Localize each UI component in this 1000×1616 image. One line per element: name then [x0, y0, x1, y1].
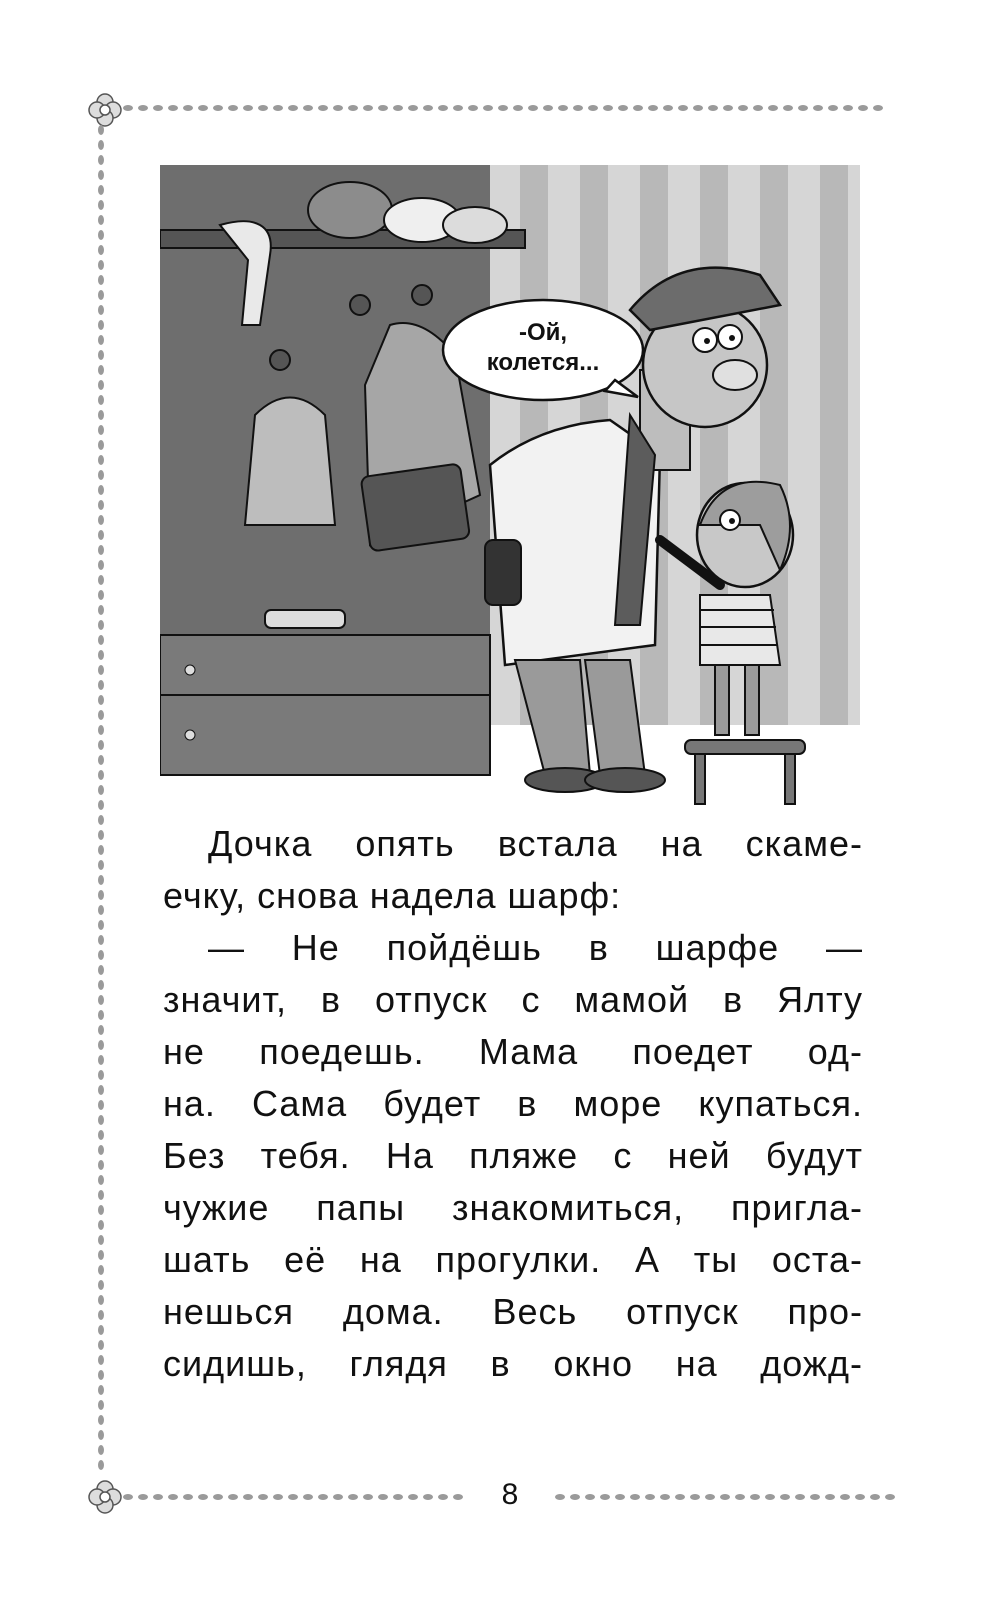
border-dash — [858, 105, 868, 111]
border-dash — [98, 1310, 104, 1320]
border-dash — [588, 105, 598, 111]
border-dash — [98, 440, 104, 450]
border-dash — [738, 105, 748, 111]
border-dash — [98, 200, 104, 210]
border-dash — [303, 105, 313, 111]
body-text — [163, 818, 863, 1390]
border-dash — [98, 1220, 104, 1230]
border-dash — [98, 770, 104, 780]
text-line: сидишь, глядя в окно на дожд- — [163, 1343, 863, 1384]
border-dash — [153, 105, 163, 111]
border-dash — [98, 1115, 104, 1125]
border-dash — [98, 995, 104, 1005]
border-dash — [98, 560, 104, 570]
page-number: 8 — [501, 1478, 519, 1511]
border-dash — [228, 105, 238, 111]
border-dash — [618, 105, 628, 111]
border-dash — [423, 105, 433, 111]
border-dash — [513, 105, 523, 111]
border-dash — [98, 1445, 104, 1455]
border-dash — [138, 105, 148, 111]
text-line: — Не пойдёшь в шарфе — — [208, 927, 863, 968]
border-dash — [98, 740, 104, 750]
border-dash — [98, 1355, 104, 1365]
border-dash — [603, 105, 613, 111]
border-dash — [98, 980, 104, 990]
border-dash — [98, 500, 104, 510]
border-dash — [98, 410, 104, 420]
border-dash — [98, 665, 104, 675]
text-line: ечку, снова надела шарф: — [163, 875, 622, 916]
border-dash — [98, 1100, 104, 1110]
border-dash — [98, 965, 104, 975]
border-dash — [393, 105, 403, 111]
border-dash — [98, 1235, 104, 1245]
border-dash — [708, 105, 718, 111]
border-dash — [798, 105, 808, 111]
border-dash — [98, 1325, 104, 1335]
border-dash — [348, 105, 358, 111]
border-dash — [273, 105, 283, 111]
border-dash — [363, 105, 373, 111]
border-dash — [98, 260, 104, 270]
border-dash — [213, 105, 223, 111]
border-dash — [98, 365, 104, 375]
border-dash — [98, 725, 104, 735]
speech-bubble-text: колется... — [486, 349, 600, 376]
border-dash — [98, 590, 104, 600]
speech-bubble-text: -Ой, — [518, 319, 568, 346]
border-dash — [663, 105, 673, 111]
border-dash — [813, 105, 823, 111]
border-dash — [98, 545, 104, 555]
text-line: значит, в отпуск с мамой в Ялту — [163, 979, 863, 1020]
text-line: шать её на прогулки. А ты оста- — [163, 1239, 863, 1280]
border-dash — [98, 1205, 104, 1215]
border-dash — [98, 950, 104, 960]
text-line: чужие папы знакомиться, пригла- — [163, 1187, 863, 1228]
border-dash — [98, 710, 104, 720]
border-dash — [98, 1370, 104, 1380]
border-dash — [288, 105, 298, 111]
text-line: Без тебя. На пляже с ней будут — [163, 1135, 863, 1176]
text-line: не поедешь. Мама поедет од- — [163, 1031, 863, 1072]
border-dash — [438, 105, 448, 111]
border-dash — [98, 650, 104, 660]
text-line: на. Сама будет в море купаться. — [163, 1083, 863, 1124]
border-dash — [98, 1250, 104, 1260]
border-dash — [98, 455, 104, 465]
border-dash — [98, 1055, 104, 1065]
border-dash — [98, 290, 104, 300]
border-dash — [573, 105, 583, 111]
border-dash — [873, 105, 883, 111]
border-dash — [98, 230, 104, 240]
border-dash — [98, 1280, 104, 1290]
border-dash — [98, 815, 104, 825]
border-dash — [98, 1415, 104, 1425]
border-dash — [98, 620, 104, 630]
border-dash — [378, 105, 388, 111]
border-dash — [98, 1070, 104, 1080]
border-dash — [98, 335, 104, 345]
border-dash — [678, 105, 688, 111]
border-dash — [98, 890, 104, 900]
border-dash — [98, 1175, 104, 1185]
border-dash — [98, 1340, 104, 1350]
border-dash — [98, 530, 104, 540]
border-dash — [98, 635, 104, 645]
border-dash — [98, 170, 104, 180]
border-dash — [528, 105, 538, 111]
border-dash — [98, 395, 104, 405]
border-dash — [98, 695, 104, 705]
border-dash — [98, 1190, 104, 1200]
border-dash — [753, 105, 763, 111]
border-dash — [98, 1085, 104, 1095]
text-line: нешься дома. Весь отпуск про- — [163, 1291, 863, 1332]
border-dash — [98, 1130, 104, 1140]
border-dash — [98, 155, 104, 165]
border-dash — [98, 860, 104, 870]
illustration — [160, 165, 860, 815]
border-dash — [98, 125, 104, 135]
border-dash — [98, 680, 104, 690]
border-dash — [98, 485, 104, 495]
border-dash — [98, 1265, 104, 1275]
border-dash — [98, 1145, 104, 1155]
border-dash — [98, 785, 104, 795]
border-dash — [693, 105, 703, 111]
border-dash — [98, 1295, 104, 1305]
border-dash — [98, 755, 104, 765]
border-dash — [98, 905, 104, 915]
border-dash — [318, 105, 328, 111]
border-dash — [453, 105, 463, 111]
border-dash — [98, 515, 104, 525]
border-dash — [98, 845, 104, 855]
border-dash — [98, 830, 104, 840]
border-dash — [98, 1400, 104, 1410]
border-dash — [843, 105, 853, 111]
border-dash — [98, 800, 104, 810]
border-dash — [98, 305, 104, 315]
border-dash — [98, 140, 104, 150]
border-dash — [98, 1010, 104, 1020]
border-dash — [198, 105, 208, 111]
border-dash — [168, 105, 178, 111]
border-dash — [768, 105, 778, 111]
border-dash — [783, 105, 793, 111]
border-dash — [123, 105, 133, 111]
border-dash — [98, 320, 104, 330]
border-dash — [98, 380, 104, 390]
border-dash — [258, 105, 268, 111]
border-dash — [648, 105, 658, 111]
border-dash — [98, 1460, 104, 1470]
border-dash — [468, 105, 478, 111]
border-dash — [98, 935, 104, 945]
border-dash — [98, 245, 104, 255]
border-dash — [98, 920, 104, 930]
border-dash — [183, 105, 193, 111]
border-dash — [98, 470, 104, 480]
border-dash — [723, 105, 733, 111]
flower-icon — [89, 94, 121, 126]
border-dash — [98, 350, 104, 360]
border-dash — [98, 215, 104, 225]
border-dash — [98, 1160, 104, 1170]
border-dash — [98, 575, 104, 585]
border-dash — [98, 1430, 104, 1440]
border-dash — [98, 1025, 104, 1035]
border-dash — [333, 105, 343, 111]
border-dash — [98, 1385, 104, 1395]
border-dash — [633, 105, 643, 111]
border-dash — [498, 105, 508, 111]
border-dash — [543, 105, 553, 111]
border-dash — [243, 105, 253, 111]
border-dash — [98, 275, 104, 285]
border-dash — [483, 105, 493, 111]
border-dash — [98, 605, 104, 615]
border-dash — [98, 1040, 104, 1050]
border-dash — [408, 105, 418, 111]
border-dash — [98, 875, 104, 885]
border-dash — [98, 185, 104, 195]
text-line: Дочка опять встала на скаме- — [208, 823, 863, 864]
border-dash — [98, 425, 104, 435]
border-dash — [558, 105, 568, 111]
border-dash — [828, 105, 838, 111]
